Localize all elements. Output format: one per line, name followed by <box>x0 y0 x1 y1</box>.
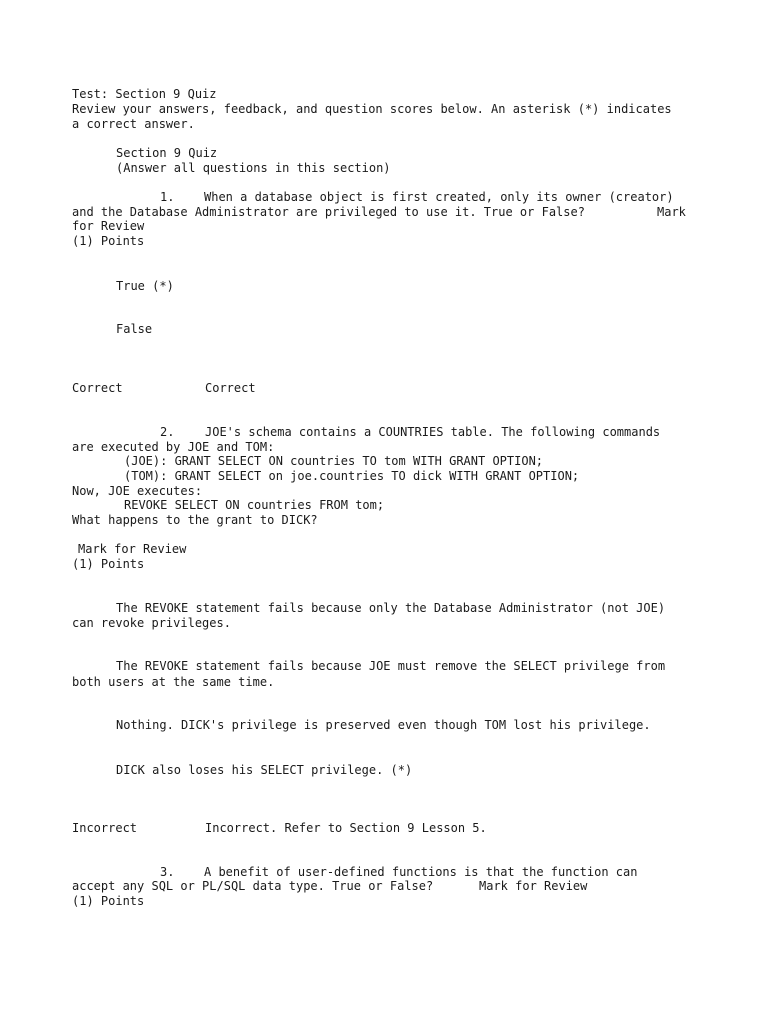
question-2-feedback: Incorrect. Refer to Section 9 Lesson 5. <box>205 821 487 835</box>
question-2-text-line-4: What happens to the grant to DICK? <box>72 513 318 527</box>
question-2-mark-for-review[interactable]: Mark for Review <box>78 542 187 556</box>
question-1-feedback: Correct <box>205 381 256 395</box>
question-2-option-1-line-2: can revoke privileges. <box>72 616 231 630</box>
question-1-result: Correct <box>72 381 123 395</box>
question-3-text-line-1: A benefit of user-defined functions is that the function can <box>204 865 638 879</box>
section-title: Section 9 Quiz <box>116 146 218 160</box>
question-2-code-line-3: REVOKE SELECT ON countries FROM tom; <box>124 498 385 512</box>
question-1-option-false: False <box>116 322 153 336</box>
intro-text-line-1: Review your answers, feedback, and question scores below. An asterisk (*) indicates <box>72 102 672 116</box>
question-3-mark-for-review[interactable]: Mark for Review <box>479 879 588 893</box>
question-1-number: 1. <box>160 190 175 204</box>
question-2-result: Incorrect <box>72 821 138 835</box>
question-1-text-line-1: When a database object is first created, only its owner (creator) <box>204 190 674 204</box>
question-2-code-line-1: (JOE): GRANT SELECT ON countries TO tom WITH GRANT OPTION; <box>124 454 544 468</box>
question-2-option-4: DICK also loses his SELECT privilege. (*) <box>116 763 413 777</box>
question-3-number: 3. <box>160 865 175 879</box>
question-1-points: (1) Points <box>72 234 145 248</box>
question-2-points: (1) Points <box>72 557 145 571</box>
question-1-text-line-2: and the Database Administrator are privileged to use it. True or False? <box>72 205 585 219</box>
question-3-points: (1) Points <box>72 894 145 908</box>
question-1-mark-for-review-a[interactable]: Mark <box>657 205 686 219</box>
question-3-text-line-2: accept any SQL or PL/SQL data type. True or False? <box>72 879 434 893</box>
section-note: (Answer all questions in this section) <box>116 161 391 175</box>
question-2-option-1-line-1: The REVOKE statement fails because only the Database Administrator (not JOE) <box>116 601 666 615</box>
question-2-option-2-line-1: The REVOKE statement fails because JOE must remove the SELECT privilege from <box>116 659 666 673</box>
question-1-option-true: True (*) <box>116 279 174 293</box>
question-2-number: 2. <box>160 425 175 439</box>
page-title: Test: Section 9 Quiz <box>72 87 217 101</box>
intro-text-line-2: a correct answer. <box>72 117 195 131</box>
question-2-code-line-2: (TOM): GRANT SELECT on joe.countries TO dick WITH GRANT OPTION; <box>124 469 580 483</box>
question-2-text-line-2: are executed by JOE and TOM: <box>72 440 275 454</box>
question-2-text-line-3: Now, JOE executes: <box>72 484 203 498</box>
question-2-option-3: Nothing. DICK's privilege is preserved even though TOM lost his privilege. <box>116 718 651 732</box>
question-2-text-line-1: JOE's schema contains a COUNTRIES table. The following commands <box>205 425 661 439</box>
question-1-mark-for-review-b[interactable]: for Review <box>72 219 145 233</box>
question-2-option-2-line-2: both users at the same time. <box>72 675 275 689</box>
